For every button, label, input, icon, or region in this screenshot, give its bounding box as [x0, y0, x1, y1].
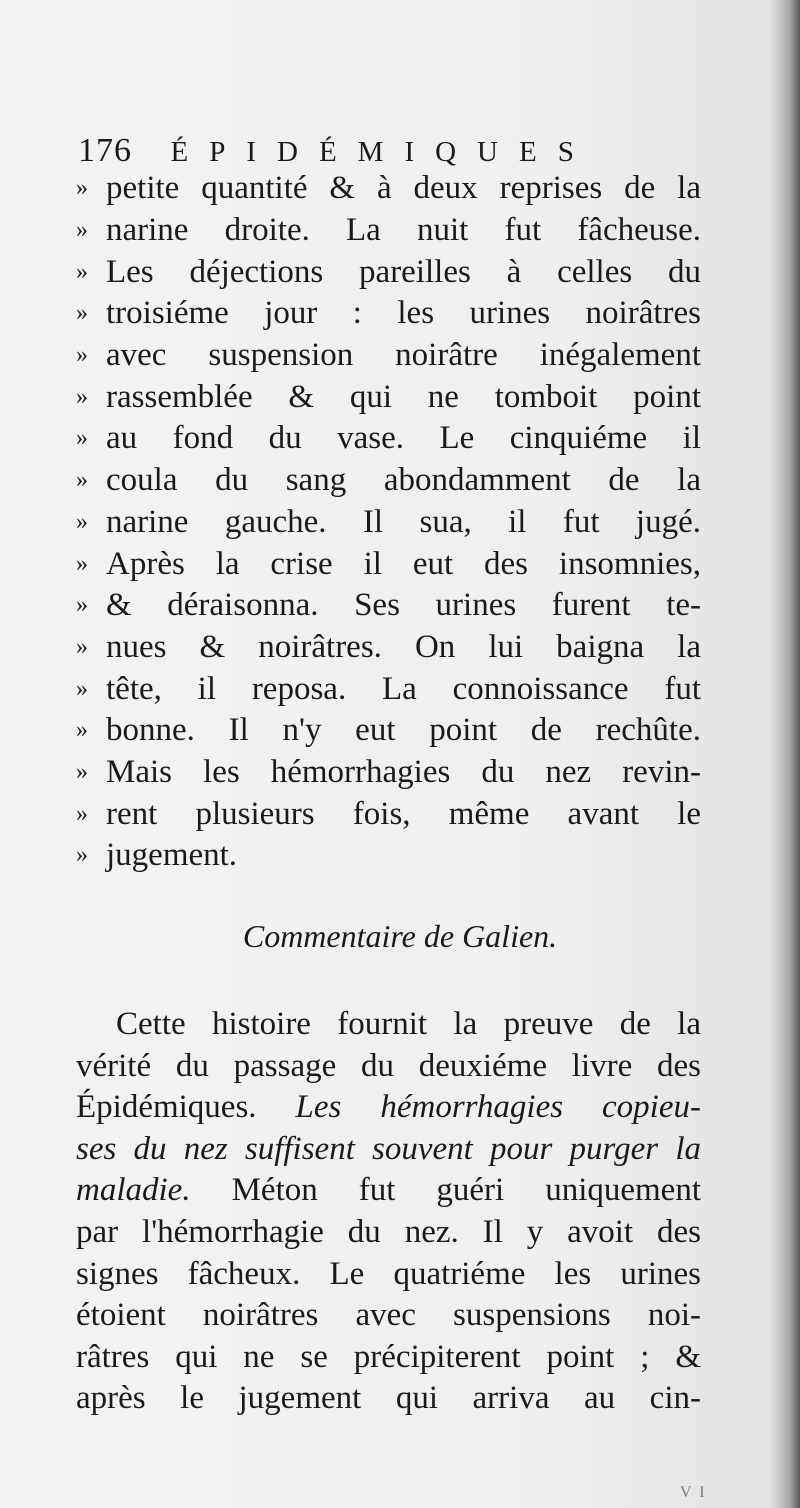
roman-text: râtres qui ne se précipiterent point ; &	[76, 1338, 701, 1375]
quote-line-text: narine droite. La nuit fut fâcheuse.	[106, 212, 701, 249]
commentary-line	[76, 1212, 701, 1254]
quote-line-text: & déraisonna. Ses urines furent te-	[106, 587, 701, 624]
roman-text: étoient noirâtres avec suspensions noi-	[76, 1297, 701, 1334]
quote-line	[76, 293, 701, 335]
quote-mark: »	[76, 300, 88, 327]
roman-text: par l'hémorrhagie du nez. Il y avoit des	[76, 1213, 701, 1250]
italic-text: ses du nez suffisent souvent pour purger la	[76, 1130, 701, 1167]
roman-text: Cette histoire fournit la preuve de la	[116, 1006, 701, 1042]
quote-line-text: bonne. Il n'y eut point de rechûte.	[106, 712, 701, 749]
italic-text: Les hémorrhagies copieu-	[295, 1089, 701, 1126]
quote-mark: »	[76, 717, 88, 744]
quote-line-text: rent plusieurs fois, même avant le	[106, 795, 701, 832]
commentary-line	[76, 1087, 701, 1129]
quote-line	[76, 460, 701, 502]
quote-mark: »	[76, 842, 88, 869]
quote-line-text: coula du sang abondamment de la	[106, 462, 701, 499]
commentary-line	[76, 1004, 701, 1046]
quote-line	[76, 251, 701, 293]
quote-mark: »	[76, 508, 88, 535]
quote-line	[76, 585, 701, 627]
quote-line	[76, 376, 701, 418]
quote-line	[76, 543, 701, 585]
quote-line	[76, 710, 701, 752]
quote-mark: »	[76, 425, 88, 452]
quote-mark: »	[76, 800, 88, 827]
quote-line-text: Après la crise il eut des insomnies,	[106, 545, 701, 582]
commentary-line	[76, 1170, 701, 1212]
quote-line-text: jugement.	[106, 837, 238, 874]
commentary-paragraph	[76, 1004, 701, 1420]
quote-line	[76, 168, 701, 210]
quote-line-text: avec suspension noirâtre inégalement	[106, 337, 701, 374]
commentary-line	[76, 1295, 701, 1337]
quote-mark: »	[76, 342, 88, 369]
quote-line-text: Les déjections pareilles à celles du	[106, 253, 701, 290]
quote-mark: »	[76, 175, 88, 202]
commentary-line	[76, 1254, 701, 1296]
quote-mark: »	[76, 258, 88, 285]
italic-text: maladie.	[76, 1172, 191, 1209]
commentary-line	[76, 1337, 701, 1379]
roman-text: Méton fut guéri uniquement	[190, 1172, 701, 1209]
quote-mark: »	[76, 592, 88, 619]
quote-line	[76, 335, 701, 377]
commentary-line	[76, 1378, 701, 1420]
page-number: 176	[78, 132, 132, 169]
signature-mark: V I	[680, 1484, 707, 1501]
quote-line-text: petite quantité & à deux reprises de la	[106, 170, 701, 207]
quote-mark: »	[76, 467, 88, 494]
quote-line-text: rassemblée & qui ne tomboit point	[106, 378, 701, 415]
commentary-line	[76, 1046, 701, 1088]
roman-text: vérité du passage du deuxiéme livre des	[76, 1047, 701, 1084]
commentary-line	[76, 1129, 701, 1171]
quote-line	[76, 627, 701, 669]
quote-line	[76, 418, 701, 460]
quote-line-text: Mais les hémorrhagies du nez revin-	[106, 753, 701, 790]
quote-line-text: tête, il reposa. La connoissance fut	[106, 670, 701, 707]
quote-line-text: narine gauche. Il sua, il fut jugé.	[106, 503, 701, 540]
quote-line-text: troisiéme jour : les urines noirâtres	[106, 295, 701, 332]
quote-line-text: au fond du vase. Le cinquiéme il	[106, 420, 701, 457]
roman-text: Épidémiques.	[76, 1089, 296, 1126]
quote-line	[76, 752, 701, 794]
quote-mark: »	[76, 217, 88, 244]
quote-mark: »	[76, 675, 88, 702]
quote-mark: »	[76, 550, 88, 577]
quote-line	[76, 210, 701, 252]
quote-line	[76, 668, 701, 710]
section-heading: Commentaire de Galien.	[242, 918, 558, 954]
quote-mark: »	[76, 383, 88, 410]
running-title: ÉPIDÉMIQUES	[170, 136, 595, 168]
quote-mark: »	[76, 758, 88, 785]
roman-text: signes fâcheux. Le quatriéme les urines	[76, 1255, 701, 1292]
quote-line	[76, 502, 701, 544]
quote-line	[76, 835, 701, 877]
quoted-passage	[76, 168, 701, 877]
quote-line-text: nues & noirâtres. On lui baigna la	[106, 628, 701, 665]
quote-line	[76, 793, 701, 835]
quote-mark: »	[76, 633, 88, 660]
roman-text: après le jugement qui arriva au cin-	[76, 1380, 701, 1417]
page-edge-shadow	[774, 0, 800, 1508]
